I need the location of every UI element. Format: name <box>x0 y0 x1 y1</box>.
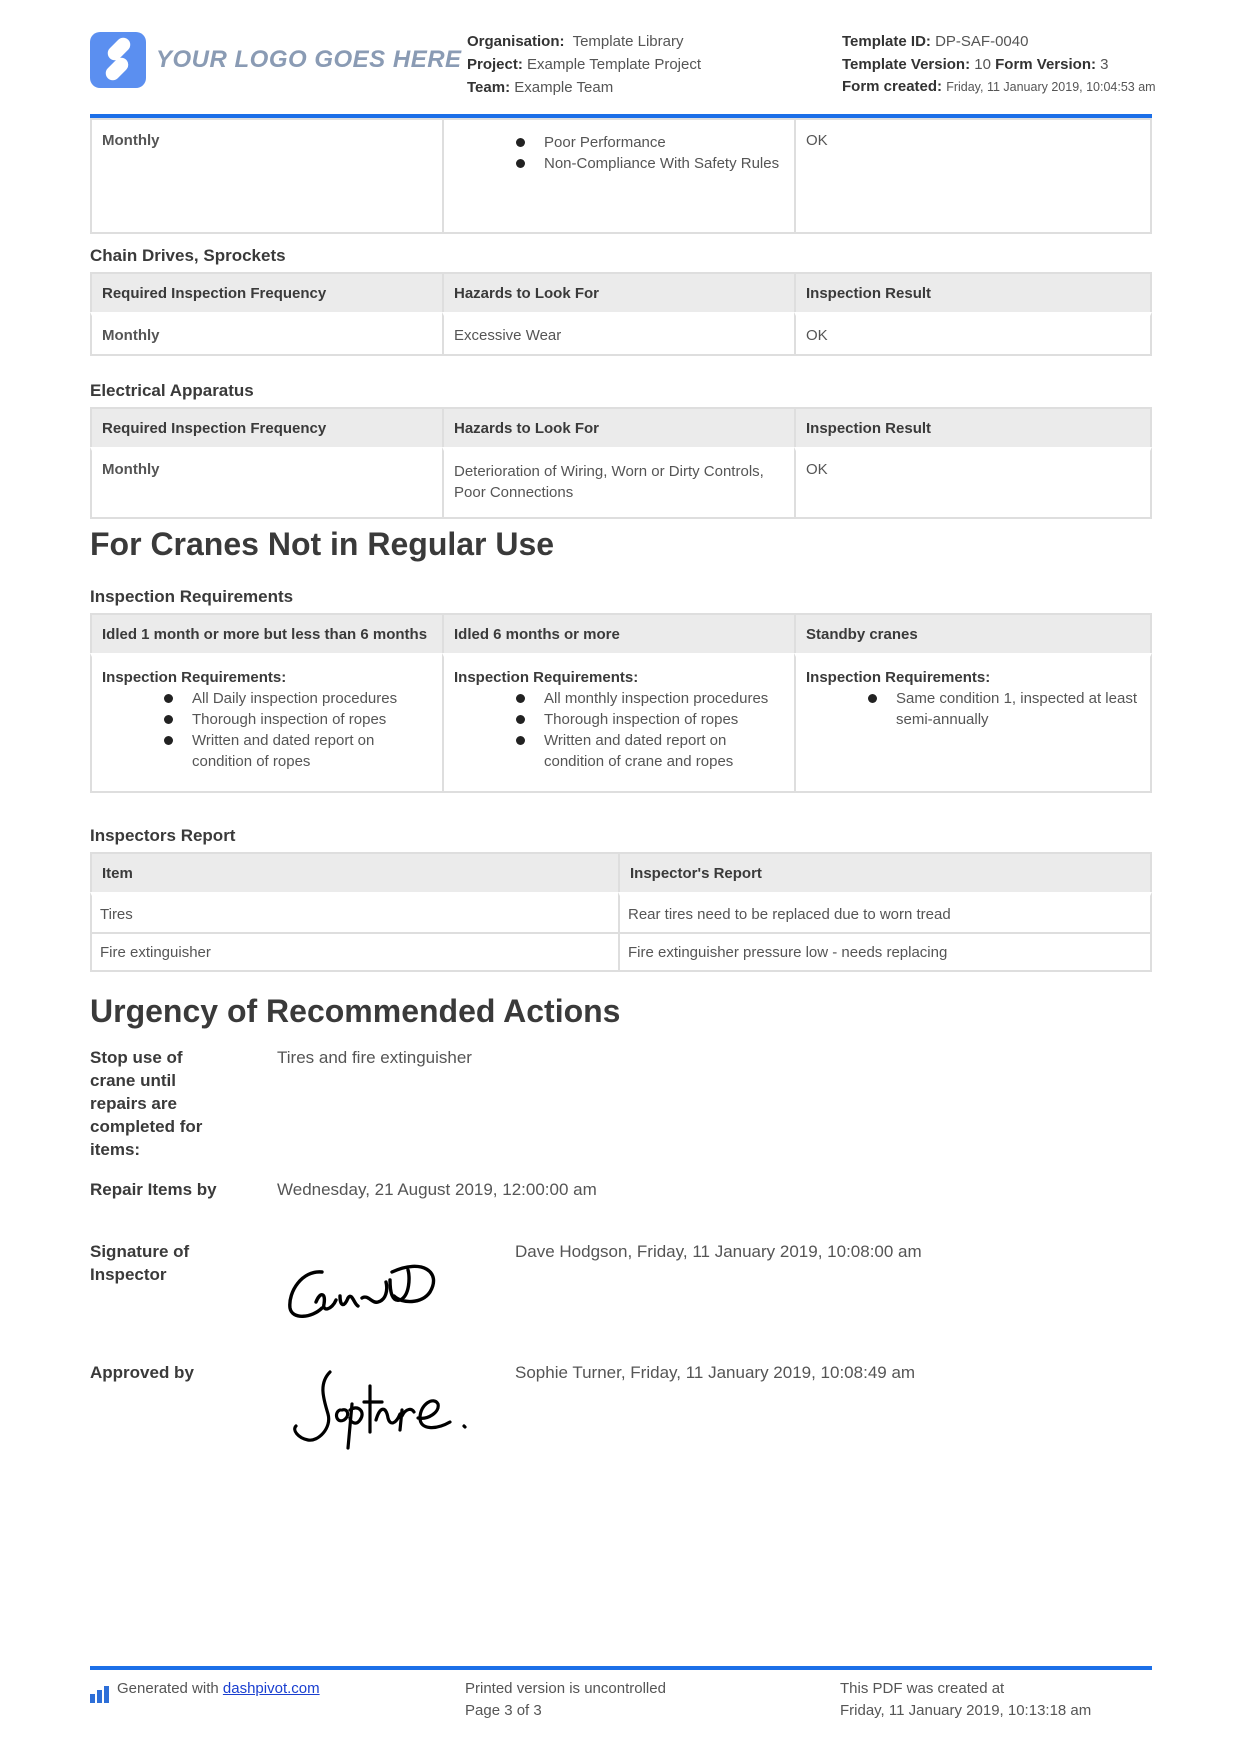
list-item: Same condition 1, inspected at least semi-annually <box>896 688 1140 730</box>
section-title: Electrical Apparatus <box>90 381 254 400</box>
table-cell: Rear tires need to be replaced due to worn tread <box>618 892 1152 932</box>
column-header: Required Inspection Frequency <box>90 407 442 447</box>
project: Example Template Project <box>527 56 702 73</box>
table-cell: Excessive Wear <box>442 312 794 356</box>
result-cell: OK <box>794 118 1152 234</box>
repair-by-value: Wednesday, 21 August 2019, 12:00:00 am <box>277 1180 597 1199</box>
signature-label: Signature of Inspector <box>90 1242 190 1284</box>
printed-notice: Printed version is uncontrolled <box>465 1680 666 1697</box>
approver-signature-image <box>288 1364 478 1452</box>
table-cell: Tires <box>90 892 618 932</box>
cell-label: Inspection Requirements: <box>806 669 991 686</box>
section-title: Inspection Requirements <box>90 587 294 606</box>
chain-drives-table <box>90 272 1152 356</box>
column-header: Required Inspection Frequency <box>90 272 442 312</box>
hazards-cell <box>442 118 794 234</box>
footer-generated: Generated with dashpivot.com <box>90 1678 320 1703</box>
column-header: Idled 1 month or more but less than 6 months <box>90 613 442 653</box>
created-label: This PDF was created at <box>840 1680 1005 1697</box>
frequency-cell: Monthly <box>90 118 442 234</box>
team: Example Team <box>514 79 614 96</box>
list-item: Non-Compliance With Safety Rules <box>544 153 784 174</box>
logo-text: YOUR LOGO GOES HERE <box>156 46 462 73</box>
footer-print-info <box>465 1678 666 1722</box>
table-cell: Deterioration of Wiring, Worn or Dirty Controls, Poor Connections <box>442 447 794 519</box>
list-item: Written and dated report on condition of ropes <box>192 730 432 772</box>
column-header: Inspection Result <box>794 272 1152 312</box>
section-title: Chain Drives, Sprockets <box>90 246 286 265</box>
cell-label: Inspection Requirements: <box>454 669 639 686</box>
header-template-info: Template ID: DP-SAF-0040 Template Version: 10 Form Version: 3 Form created: Friday, 11 January 2019, 10:04:53 am <box>842 33 1156 95</box>
column-header: Item <box>90 852 618 892</box>
list-item: All Daily inspection procedures <box>192 688 432 709</box>
approved-by-label: Approved by <box>90 1363 194 1382</box>
table-cell: OK <box>794 312 1152 356</box>
table-cell <box>794 653 1152 793</box>
table-row <box>90 892 1152 932</box>
list-item: Thorough inspection of ropes <box>544 709 784 730</box>
table-cell: Monthly <box>90 312 442 356</box>
header-project-info: Organisation: Template Library Project: Example Template Project Team: Example Team <box>467 33 702 96</box>
idle-cranes-table <box>90 613 1152 793</box>
created-time: Friday, 11 January 2019, 10:13:18 am <box>840 1702 1092 1719</box>
footer-created-info <box>840 1678 1091 1722</box>
list-item: All monthly inspection procedures <box>544 688 784 709</box>
column-header: Inspection Result <box>794 407 1152 447</box>
table-cell: OK <box>794 447 1152 519</box>
column-header: Standby cranes <box>794 613 1152 653</box>
table-cell: Fire extinguisher <box>90 932 618 972</box>
column-header: Idled 6 months or more <box>442 613 794 653</box>
inspectors-report-table <box>90 852 1152 972</box>
list-item: Poor Performance <box>544 132 784 153</box>
continued-table <box>90 118 1152 234</box>
table-cell: Fire extinguisher pressure low - needs replacing <box>618 932 1152 972</box>
section-title: Inspectors Report <box>90 826 236 845</box>
header <box>90 30 1156 114</box>
signature-value: Dave Hodgson, Friday, 11 January 2019, 10:08:00 am <box>515 1242 922 1261</box>
list-item: Written and dated report on condition of crane and ropes <box>544 730 784 772</box>
footer-rule <box>90 1666 1152 1670</box>
table-cell <box>442 653 794 793</box>
section-heading: For Cranes Not in Regular Use <box>90 526 555 562</box>
column-header: Hazards to Look For <box>442 272 794 312</box>
page-number: Page 3 of 3 <box>465 1702 542 1719</box>
inspector-signature-image <box>282 1252 462 1332</box>
template-id: DP-SAF-0040 <box>935 33 1029 50</box>
section-heading: Urgency of Recommended Actions <box>90 993 621 1029</box>
list-item: Thorough inspection of ropes <box>192 709 432 730</box>
table-cell: Monthly <box>90 447 442 519</box>
column-header: Inspector's Report <box>618 852 1152 892</box>
column-header: Hazards to Look For <box>442 407 794 447</box>
stop-use-label: Stop use of crane until repairs are completed for items: <box>90 1048 203 1159</box>
repair-by-label: Repair Items by <box>90 1180 217 1199</box>
cell-label: Inspection Requirements: <box>102 669 287 686</box>
logo-icon <box>90 32 146 88</box>
stop-use-value: Tires and fire extinguisher <box>277 1048 472 1067</box>
table-row <box>90 932 1152 972</box>
form-created: Friday, 11 January 2019, 10:04:53 am <box>946 80 1156 94</box>
approved-by-value: Sophie Turner, Friday, 11 January 2019, 10:08:49 am <box>515 1363 916 1382</box>
dashpivot-icon <box>90 1681 111 1703</box>
logo <box>90 32 462 88</box>
table-cell <box>90 653 442 793</box>
electrical-table <box>90 407 1152 519</box>
form-version: 3 <box>1100 56 1109 73</box>
template-version: 10 <box>974 56 991 73</box>
dashpivot-link[interactable]: dashpivot.com <box>222 1680 320 1697</box>
organisation: Template Library <box>572 33 684 50</box>
